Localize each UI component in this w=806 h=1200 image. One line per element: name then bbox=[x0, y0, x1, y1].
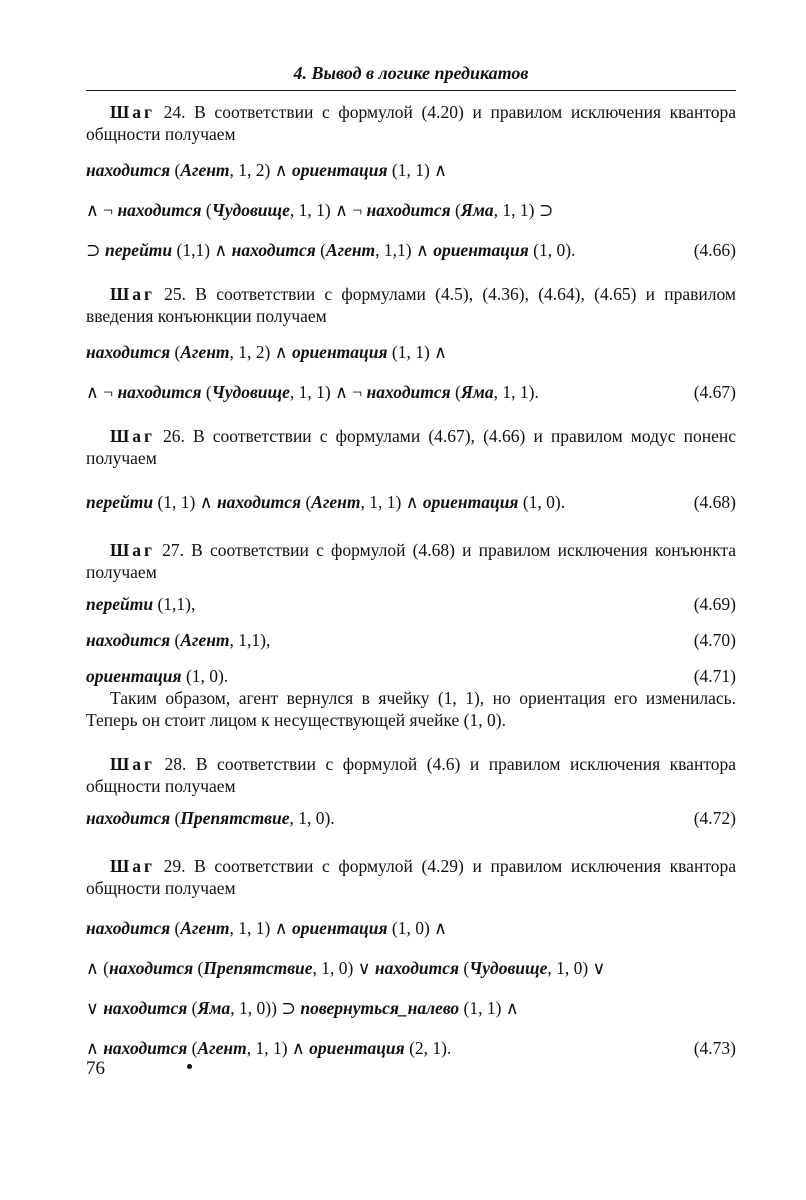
formula-4-71: ориентация (1, 0). (4.71) bbox=[86, 666, 736, 686]
formula-4-73-line-3: ∨ находится (Яма, 1, 0)) ⊃ повернуться_налево (1, 1) ∧ bbox=[86, 998, 519, 1018]
formula-4-70: находится (Агент, 1,1), (4.70) bbox=[86, 630, 736, 650]
formula-4-73-line-2: ∧ (находится (Препятствие, 1, 0) ∨ находится (Чудовище, 1, 0) ∨ bbox=[86, 958, 606, 978]
page-number: 76 bbox=[86, 1058, 105, 1079]
equation-number: (4.72) bbox=[693, 808, 736, 828]
formula-4-67-line-2: ∧ ¬ находится (Чудовище, 1, 1) ∧ ¬ находится (Яма, 1, 1). (4.67) bbox=[86, 382, 736, 402]
step-26: Шаг 26. В соответствии с формулами (4.67), (4.66) и правилом модус поненс получаем bbox=[86, 426, 736, 468]
step-28: Шаг 28. В соответствии с формулой (4.6) и правилом исключения квантора общности получаем bbox=[86, 754, 737, 796]
formula-4-67-line-1: находится (Агент, 1, 2) ∧ ориентация (1, 1) ∧ bbox=[86, 342, 447, 362]
formula-4-73-line-4: ∧ находится (Агент, 1, 1) ∧ ориентация (2, 1). (4.73) bbox=[86, 1038, 736, 1058]
equation-number: (4.73) bbox=[693, 1038, 736, 1058]
step-25: Шаг 25. В соответствии с формулами (4.5), (4.36), (4.64), (4.65) и правилом введения конъюнкции получаем bbox=[86, 284, 736, 326]
page bbox=[86, 62, 736, 1059]
equation-number: (4.67) bbox=[693, 382, 736, 402]
step-24: Шаг 24. В соответствии с формулой (4.20) и правилом исключения квантора общности получаем bbox=[86, 102, 737, 144]
equation-number: (4.69) bbox=[693, 594, 736, 614]
formula-4-66-line-1: находится (Агент, 1, 2) ∧ ориентация (1, 1) ∧ bbox=[86, 160, 447, 180]
conclusion-paragraph: Таким образом, агент вернулся в ячейку (1, 1), но ориентация его изменилась. Теперь он стоит лицом к несуществующей ячейке (1, 0). bbox=[86, 688, 736, 730]
formula-4-68: перейти (1, 1) ∧ находится (Агент, 1, 1) ∧ ориентация (1, 0). (4.68) bbox=[86, 492, 736, 512]
formula-4-66-line-2: ∧ ¬ находится (Чудовище, 1, 1) ∧ ¬ находится (Яма, 1, 1) ⊃ bbox=[86, 200, 554, 220]
step-29: Шаг 29. В соответствии с формулой (4.29) и правилом исключения квантора общности получаем bbox=[86, 856, 737, 898]
formula-4-69: перейти (1,1), (4.69) bbox=[86, 594, 736, 614]
equation-number: (4.66) bbox=[693, 240, 736, 260]
formula-4-66-line-3: ⊃ перейти (1,1) ∧ находится (Агент, 1,1) ∧ ориентация (1, 0). (4.66) bbox=[86, 240, 736, 260]
formula-4-73-line-1: находится (Агент, 1, 1) ∧ ориентация (1, 0) ∧ bbox=[86, 918, 447, 938]
running-header: 4. Вывод в логике предикатов bbox=[86, 62, 736, 91]
step-27: Шаг 27. В соответствии с формулой (4.68) и правилом исключения конъюнкта получаем bbox=[86, 540, 737, 582]
print-speck bbox=[187, 1064, 192, 1069]
equation-number: (4.68) bbox=[693, 492, 736, 512]
formula-4-72: находится (Препятствие, 1, 0). (4.72) bbox=[86, 808, 736, 828]
equation-number: (4.71) bbox=[693, 666, 736, 686]
equation-number: (4.70) bbox=[693, 630, 736, 650]
